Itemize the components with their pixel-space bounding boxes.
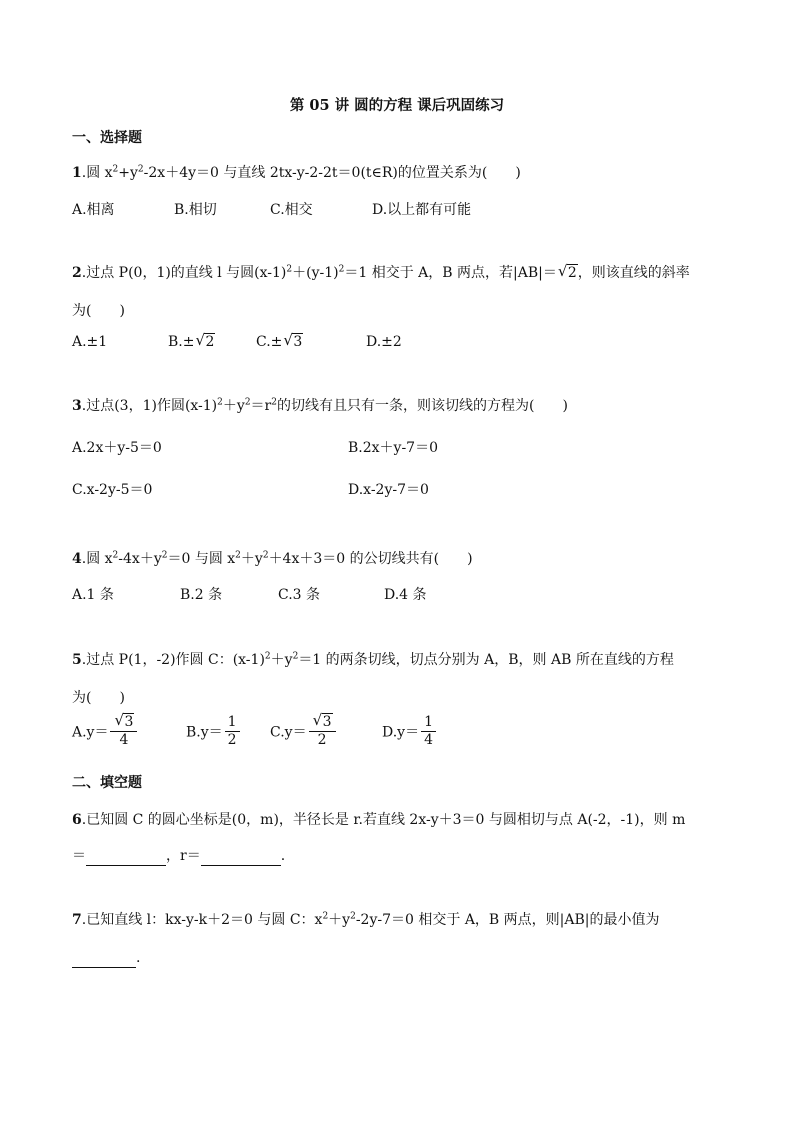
answer-blank-r[interactable] <box>201 851 281 866</box>
q4-option-d: D.4 条 <box>384 587 427 603</box>
question-6-answer-line: ＝ ，r＝ . <box>72 848 286 864</box>
answer-blank-ab[interactable] <box>72 953 136 968</box>
question-number: 2 <box>72 265 82 281</box>
question-7-stem: 7.已知直线 l：kx-y-k＋2＝0 与圆 C：$x^2+y^2-2y-7=0$ 相交于 A，B 两点，则|AB|的最小值为 <box>72 911 660 928</box>
section-fill-heading: 二、填空题 <box>72 775 142 791</box>
sqrt-expression: √ 2 <box>557 262 577 281</box>
page-title: 第 05 讲 圆的方程 课后巩固练习 <box>289 97 505 114</box>
question-number: 4 <box>72 551 82 567</box>
q4-option-b: B.2 条 <box>180 587 223 603</box>
question-7-answer-line: . <box>72 948 140 968</box>
question-6-stem: 6.已知圆 C 的圆心坐标是(0，m)，半径长是 r.若直线 2x-y＋3＝0 与圆相切与点 A(-2，-1)，则 m <box>72 812 686 828</box>
q3-option-d: D.x-2y-7＝0 <box>348 482 429 498</box>
q5-option-c: C.y＝ √ 3 2 <box>270 714 338 749</box>
answer-blank-m[interactable] <box>86 851 166 866</box>
q3-option-b: B.2x＋y-7＝0 <box>348 440 438 456</box>
q2-option-a: A.±1 <box>72 334 108 350</box>
question-number: 7 <box>72 912 82 928</box>
q5-option-b: B.y＝ $\frac{1}{2}$ <box>186 714 242 749</box>
q1-option-d: D.以上都有可能 <box>372 202 472 218</box>
q1-option-b: B.相切 <box>174 202 217 218</box>
question-2-stem-line2: 为( ) <box>72 303 125 319</box>
q3-option-c: C.x-2y-5＝0 <box>72 482 153 498</box>
q2-option-d: D.±2 <box>366 334 402 350</box>
q2-option-b: B.± √ 2 <box>168 331 215 350</box>
question-number: 6 <box>72 812 82 828</box>
question-number: 3 <box>72 398 82 414</box>
question-number: 5 <box>72 652 82 668</box>
question-5-stem-line2: 为( ) <box>72 690 125 706</box>
q5-option-d: D.y＝ $\frac{1}{4}$ <box>382 714 438 749</box>
question-number: 1 <box>72 165 82 181</box>
question-4-stem: 4.圆 $x^2-4x+y^2=0$ 与圆 $x^2+y^2+4x+3=0$ 的公切线共有( ) <box>72 550 473 567</box>
q4-option-c: C.3 条 <box>278 587 321 603</box>
q2-option-c: C.± √ 3 <box>256 331 303 350</box>
q4-option-a: A.1 条 <box>72 587 114 603</box>
q1-option-a: A.相离 <box>72 202 115 218</box>
question-1-stem: 1.圆 $x^2+y^2-2x+4y=0$ 与直线 2tx-y-2-2t＝0(t∈R)的位置关系为( ) <box>72 164 521 181</box>
question-2-stem: 2.过点 P(0，1)的直线 l 与圆$(x-1)^2+(y-1)^2=1$ 相交于 A，B 两点，若|AB|＝ √ 2，则该直线的斜率 <box>72 262 690 281</box>
question-5-stem: 5.过点 P(1，-2)作圆 C：$(x-1)^2+y^2=1$ 的两条切线，切点分别为 A，B，则 AB 所在直线的方程 <box>72 651 674 668</box>
q3-option-a: A.2x＋y-5＝0 <box>72 440 162 456</box>
q5-option-a: A.y＝ √ 3 4 <box>72 714 139 749</box>
q1-option-c: C.相交 <box>270 202 313 218</box>
section-choice-heading: 一、选择题 <box>72 130 142 146</box>
question-3-stem: 3.过点(3，1)作圆$(x-1)^2+y^2=r^2$的切线有且只有一条，则该切线的方程为( ) <box>72 397 568 414</box>
